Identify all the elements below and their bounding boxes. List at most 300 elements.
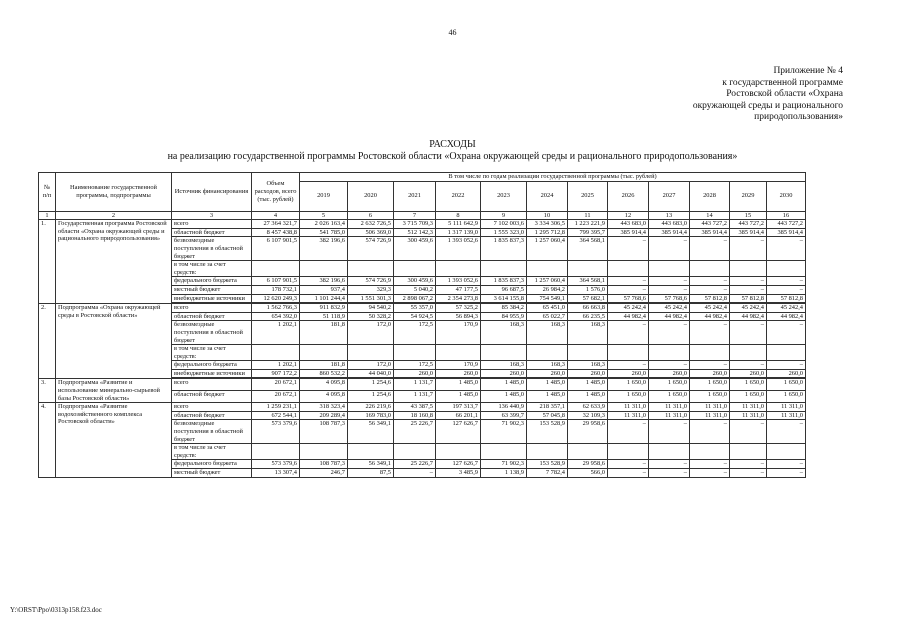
year-value [394, 444, 436, 460]
year-value: 260,0 [436, 369, 481, 378]
year-value: 385 914,4 [767, 228, 806, 237]
column-index: 8 [436, 211, 481, 220]
year-value: – [394, 469, 436, 478]
year-value: 63 399,7 [481, 411, 527, 420]
year-value: 4 095,8 [300, 391, 348, 403]
year-value: 1 576,0 [568, 285, 608, 294]
year-value: 260,0 [608, 369, 649, 378]
year-value [608, 345, 649, 361]
year-value: 11 311,0 [690, 403, 730, 412]
year-value: 911 832,9 [300, 304, 348, 313]
year-value: 57 812,8 [690, 294, 730, 303]
year-value: 1 485,0 [436, 391, 481, 403]
program-name: Подпрограмма «Развитие водохозяйственного комплекса Ростовской области» [56, 403, 172, 477]
year-value: 170,9 [436, 321, 481, 345]
funding-source: всего [172, 379, 252, 391]
year-value: – [767, 469, 806, 478]
table-row [39, 403, 806, 412]
year-value [767, 444, 806, 460]
total-value: 1 202,1 [252, 321, 300, 345]
year-value: 172,5 [394, 361, 436, 370]
total-value: 907 172,2 [252, 369, 300, 378]
year-value: – [767, 321, 806, 345]
header-name: Наименование государственной программы, подпрограммы [56, 173, 172, 212]
year-value: 329,3 [348, 285, 394, 294]
funding-source: безвозмездные поступления в областной бюджет [172, 420, 252, 444]
year-value: 1 101 244,4 [300, 294, 348, 303]
year-value [568, 345, 608, 361]
column-index: 6 [348, 211, 394, 220]
year-value: 5 111 642,9 [436, 220, 481, 229]
year-value: 108 787,3 [300, 420, 348, 444]
year-value: 385 914,4 [690, 228, 730, 237]
year-value: – [649, 469, 690, 478]
year-value: 11 311,0 [767, 411, 806, 420]
year-value: 45 242,4 [608, 304, 649, 313]
year-value [481, 345, 527, 361]
year-value: 1 485,0 [568, 391, 608, 403]
year-value [730, 261, 767, 277]
year-value: 1 131,7 [394, 391, 436, 403]
row-number: 1. [39, 220, 56, 304]
funding-source: областной бюджет [172, 411, 252, 420]
year-value: 937,4 [300, 285, 348, 294]
year-value: 443 683,0 [608, 220, 649, 229]
header-year: 2020 [348, 181, 394, 211]
year-value: 260,0 [730, 369, 767, 378]
year-value: 71 902,3 [481, 460, 527, 469]
year-value [348, 345, 394, 361]
funding-source: областной бюджет [172, 312, 252, 321]
year-value: – [649, 321, 690, 345]
total-value [252, 345, 300, 361]
year-value [394, 345, 436, 361]
total-value: 1 202,1 [252, 361, 300, 370]
total-value: 573 379,6 [252, 420, 300, 444]
year-value: 1 650,0 [767, 391, 806, 403]
header-year: 2028 [690, 181, 730, 211]
column-index: 14 [690, 211, 730, 220]
year-value: 1 650,0 [608, 391, 649, 403]
year-value: 2 354 273,8 [436, 294, 481, 303]
total-value: 20 672,1 [252, 391, 300, 403]
year-value: 62 633,9 [568, 403, 608, 412]
year-value [767, 345, 806, 361]
year-value: – [767, 277, 806, 286]
year-value: 45 242,4 [730, 304, 767, 313]
year-value: 172,0 [348, 361, 394, 370]
year-value: 3 334 306,5 [527, 220, 568, 229]
year-value: 1 393 052,6 [436, 277, 481, 286]
header-source: Источник финансирования [172, 173, 252, 212]
title-line: РАСХОДЫ [429, 139, 476, 150]
year-value: 443 683,0 [649, 220, 690, 229]
year-value: – [690, 469, 730, 478]
funding-source: областной бюджет [172, 228, 252, 237]
year-value [767, 261, 806, 277]
year-value: 364 568,1 [568, 237, 608, 261]
year-value: 44 982,4 [730, 312, 767, 321]
year-value: 66 663,8 [568, 304, 608, 313]
column-index: 2 [56, 211, 172, 220]
year-value: 1 254,6 [348, 391, 394, 403]
year-value: 443 727,2 [767, 220, 806, 229]
year-value: 57 768,6 [649, 294, 690, 303]
year-value: 169 783,0 [348, 411, 394, 420]
funding-source: федерального бюджета [172, 277, 252, 286]
year-value: 44 040,0 [348, 369, 394, 378]
year-value: 11 311,0 [608, 411, 649, 420]
year-value: 45 242,4 [690, 304, 730, 313]
funding-source: внебюджетные источники [172, 369, 252, 378]
header-num: № п/п [39, 173, 56, 212]
header-year: 2025 [568, 181, 608, 211]
appendix-line: к государственной программе [722, 77, 843, 88]
year-value: 57 768,6 [608, 294, 649, 303]
year-value: – [767, 237, 806, 261]
year-value: 1 138,9 [481, 469, 527, 478]
year-value: 108 787,3 [300, 460, 348, 469]
year-value: 260,0 [767, 369, 806, 378]
year-value: 153 528,9 [527, 460, 568, 469]
column-index: 12 [608, 211, 649, 220]
year-value: 56 894,3 [436, 312, 481, 321]
year-value: 181,8 [300, 361, 348, 370]
header-year: 2029 [730, 181, 767, 211]
year-value: – [649, 285, 690, 294]
appendix-line: Приложение № 4 [773, 66, 843, 76]
funding-source: в том числе за счет средств: [172, 261, 252, 277]
year-value [649, 261, 690, 277]
file-path-footer: Y:\ORST\Ppo\0313p158.f23.doc [10, 606, 102, 614]
year-value: 18 160,8 [394, 411, 436, 420]
column-index: 4 [252, 211, 300, 220]
year-value: 85 384,2 [481, 304, 527, 313]
year-value: 506 369,0 [348, 228, 394, 237]
year-value: 44 982,4 [690, 312, 730, 321]
year-value: 1 551 301,3 [348, 294, 394, 303]
year-value: 226 219,6 [348, 403, 394, 412]
year-value: 2 026 163,4 [300, 220, 348, 229]
year-value: 168,3 [568, 321, 608, 345]
row-number: 4. [39, 403, 56, 477]
year-value: 300 459,6 [394, 237, 436, 261]
year-value: 754 549,1 [527, 294, 568, 303]
appendix-line: природопользования» [754, 112, 843, 122]
year-value: 51 118,9 [300, 312, 348, 321]
year-value: 1 295 712,8 [527, 228, 568, 237]
year-value: – [730, 460, 767, 469]
year-value: 512 142,3 [394, 228, 436, 237]
year-value: 1 650,0 [649, 391, 690, 403]
year-value [300, 345, 348, 361]
year-value: 57 682,1 [568, 294, 608, 303]
row-number: 2. [39, 304, 56, 379]
year-value: 1 485,0 [527, 379, 568, 391]
year-value: 45 242,4 [649, 304, 690, 313]
year-value: 1 650,0 [730, 379, 767, 391]
year-value: 32 109,3 [568, 411, 608, 420]
year-value [527, 345, 568, 361]
year-value: 44 982,4 [649, 312, 690, 321]
year-value: 168,3 [527, 361, 568, 370]
header-year: 2027 [649, 181, 690, 211]
year-value: – [649, 460, 690, 469]
year-value [300, 444, 348, 460]
year-value: – [690, 285, 730, 294]
year-value: – [690, 420, 730, 444]
year-value: 318 323,4 [300, 403, 348, 412]
column-index: 10 [527, 211, 568, 220]
year-value: – [730, 469, 767, 478]
year-value: 382 196,6 [300, 237, 348, 261]
funding-source: безвозмездные поступления в областной бюджет [172, 321, 252, 345]
year-value: 7 782,4 [527, 469, 568, 478]
year-value: 11 311,0 [608, 403, 649, 412]
year-value: – [730, 361, 767, 370]
year-value: 3 715 709,3 [394, 220, 436, 229]
year-value: 47 177,5 [436, 285, 481, 294]
year-value: 56 349,1 [348, 460, 394, 469]
year-value [481, 444, 527, 460]
funding-source: всего [172, 220, 252, 229]
year-value: 11 311,0 [730, 411, 767, 420]
year-value [481, 261, 527, 277]
year-value: 11 311,0 [649, 403, 690, 412]
year-value [394, 261, 436, 277]
expenses-table [38, 172, 806, 478]
total-value: 8 457 438,8 [252, 228, 300, 237]
year-value: 1 650,0 [690, 379, 730, 391]
year-value: 1 131,7 [394, 379, 436, 391]
year-value: 181,8 [300, 321, 348, 345]
appendix-line: Ростовской области «Охрана [726, 89, 843, 99]
funding-source: безвозмездные поступления в областной бюджет [172, 237, 252, 261]
header-year: 2026 [608, 181, 649, 211]
year-value: – [608, 460, 649, 469]
year-value: – [608, 277, 649, 286]
funding-source: местный бюджет [172, 285, 252, 294]
year-value: 1 555 323,0 [481, 228, 527, 237]
funding-source: в том числе за счет средств: [172, 444, 252, 460]
year-value: 66 235,5 [568, 312, 608, 321]
year-value: 860 532,2 [300, 369, 348, 378]
year-value: 260,0 [690, 369, 730, 378]
year-value: 1 485,0 [436, 379, 481, 391]
year-value: 50 328,2 [348, 312, 394, 321]
total-value: 1 259 231,1 [252, 403, 300, 412]
year-value: 57 812,8 [730, 294, 767, 303]
column-index: 3 [172, 211, 252, 220]
year-value: 57 325,2 [436, 304, 481, 313]
year-value: 11 311,0 [690, 411, 730, 420]
year-value: 443 727,2 [730, 220, 767, 229]
year-value: 96 687,5 [481, 285, 527, 294]
year-value: 25 226,7 [394, 460, 436, 469]
year-value: – [690, 277, 730, 286]
program-name: Государственная программа Ростовской области «Охрана окружающей среды и рационального природопользования» [56, 220, 172, 304]
year-value: 1 650,0 [649, 379, 690, 391]
year-value: 1 257 060,4 [527, 237, 568, 261]
year-value [568, 444, 608, 460]
year-value: 1 650,0 [767, 379, 806, 391]
year-value: 1 485,0 [481, 379, 527, 391]
year-value [649, 345, 690, 361]
year-value: 799 395,7 [568, 228, 608, 237]
column-index: 5 [300, 211, 348, 220]
year-value: 364 568,1 [568, 277, 608, 286]
column-index: 13 [649, 211, 690, 220]
year-value: – [690, 237, 730, 261]
year-value [690, 345, 730, 361]
year-value: 3 614 155,8 [481, 294, 527, 303]
funding-source: местный бюджет [172, 469, 252, 478]
year-value: 127 626,7 [436, 460, 481, 469]
year-value: 3 485,9 [436, 469, 481, 478]
year-value: – [690, 361, 730, 370]
year-value: 1 485,0 [568, 379, 608, 391]
year-value: 153 528,9 [527, 420, 568, 444]
year-value: 574 726,9 [348, 277, 394, 286]
year-value: 1 650,0 [730, 391, 767, 403]
total-value: 6 107 901,5 [252, 277, 300, 286]
year-value [436, 261, 481, 277]
year-value: 260,0 [568, 369, 608, 378]
year-value: 1 254,6 [348, 379, 394, 391]
funding-source: федерального бюджета [172, 460, 252, 469]
header-by-years: В том числе по годам реализации государственной программы (тыс. рублей) [300, 173, 806, 182]
year-value: 57 045,8 [527, 411, 568, 420]
column-index: 16 [767, 211, 806, 220]
year-value: – [649, 237, 690, 261]
column-index: 15 [730, 211, 767, 220]
year-value: 2 898 067,2 [394, 294, 436, 303]
total-value: 20 672,1 [252, 379, 300, 391]
document-title [0, 139, 905, 163]
year-value: 57 812,8 [767, 294, 806, 303]
year-value: 29 958,6 [568, 460, 608, 469]
funding-source: федерального бюджета [172, 361, 252, 370]
header-year: 2022 [436, 181, 481, 211]
year-value: 1 835 837,3 [481, 277, 527, 286]
year-value: 44 982,4 [767, 312, 806, 321]
column-index: 7 [394, 211, 436, 220]
year-value: 1 393 052,6 [436, 237, 481, 261]
year-value [649, 444, 690, 460]
year-value: – [649, 361, 690, 370]
year-value: 44 982,4 [608, 312, 649, 321]
table-row [39, 304, 806, 313]
year-value: – [730, 321, 767, 345]
table-row [39, 220, 806, 229]
year-value: 94 540,2 [348, 304, 394, 313]
year-value: 26 984,2 [527, 285, 568, 294]
year-value [690, 444, 730, 460]
year-value: 260,0 [481, 369, 527, 378]
year-value: 1 650,0 [690, 391, 730, 403]
table-row [39, 379, 806, 391]
year-value: 246,7 [300, 469, 348, 478]
appendix-note [643, 66, 843, 124]
year-value [608, 444, 649, 460]
year-value: 11 311,0 [730, 403, 767, 412]
column-index: 11 [568, 211, 608, 220]
year-value: 7 102 003,6 [481, 220, 527, 229]
total-value [252, 261, 300, 277]
year-value: 1 650,0 [608, 379, 649, 391]
year-value: 25 226,7 [394, 420, 436, 444]
program-name: Подпрограмма «Охрана окружающей среды в Ростовской области» [56, 304, 172, 379]
year-value: 65 451,0 [527, 304, 568, 313]
total-value: 12 620 249,3 [252, 294, 300, 303]
year-value: – [608, 361, 649, 370]
year-value: 54 924,5 [394, 312, 436, 321]
year-value: 541 785,0 [300, 228, 348, 237]
year-value: 87,5 [348, 469, 394, 478]
year-value: 1 485,0 [481, 391, 527, 403]
year-value: 168,3 [527, 321, 568, 345]
column-index: 1 [39, 211, 56, 220]
year-value: – [730, 420, 767, 444]
page-number: 46 [448, 28, 457, 37]
total-value: 13 307,4 [252, 469, 300, 478]
year-value: 209 289,4 [300, 411, 348, 420]
year-value: 55 357,0 [394, 304, 436, 313]
year-value [730, 444, 767, 460]
year-value: 385 914,4 [730, 228, 767, 237]
funding-source: областной бюджет [172, 391, 252, 403]
header-year: 2019 [300, 181, 348, 211]
year-value: 4 095,8 [300, 379, 348, 391]
year-value: 5 040,2 [394, 285, 436, 294]
year-value: – [767, 361, 806, 370]
year-value: 84 955,9 [481, 312, 527, 321]
funding-source: внебюджетные источники [172, 294, 252, 303]
year-value: 300 459,6 [394, 277, 436, 286]
year-value: 29 958,6 [568, 420, 608, 444]
year-value: 1 485,0 [527, 391, 568, 403]
title-line: на реализацию государственной программы Ростовской области «Охрана окружающей среды и рационального природопользования» [167, 151, 738, 162]
year-value: 382 196,6 [300, 277, 348, 286]
year-value: 56 349,1 [348, 420, 394, 444]
year-value: 1 257 060,4 [527, 277, 568, 286]
total-value: 1 562 766,3 [252, 304, 300, 313]
year-value: 260,0 [527, 369, 568, 378]
year-value: 11 311,0 [649, 411, 690, 420]
year-value: – [730, 237, 767, 261]
year-value [527, 261, 568, 277]
year-value [300, 261, 348, 277]
total-value: 178 732,1 [252, 285, 300, 294]
year-value: 172,5 [394, 321, 436, 345]
year-value: – [608, 420, 649, 444]
year-value: 127 626,7 [436, 420, 481, 444]
year-value: – [690, 460, 730, 469]
year-value [568, 261, 608, 277]
year-value: – [767, 420, 806, 444]
appendix-line: окружающей среды и рационального [692, 100, 843, 111]
year-value [690, 261, 730, 277]
year-value: 2 632 726,5 [348, 220, 394, 229]
year-value: 65 022,7 [527, 312, 568, 321]
total-value [252, 444, 300, 460]
year-value [348, 261, 394, 277]
year-value: 443 727,2 [690, 220, 730, 229]
year-value: 197 313,7 [436, 403, 481, 412]
total-value: 654 392,0 [252, 312, 300, 321]
total-value: 573 379,6 [252, 460, 300, 469]
year-value: – [730, 277, 767, 286]
